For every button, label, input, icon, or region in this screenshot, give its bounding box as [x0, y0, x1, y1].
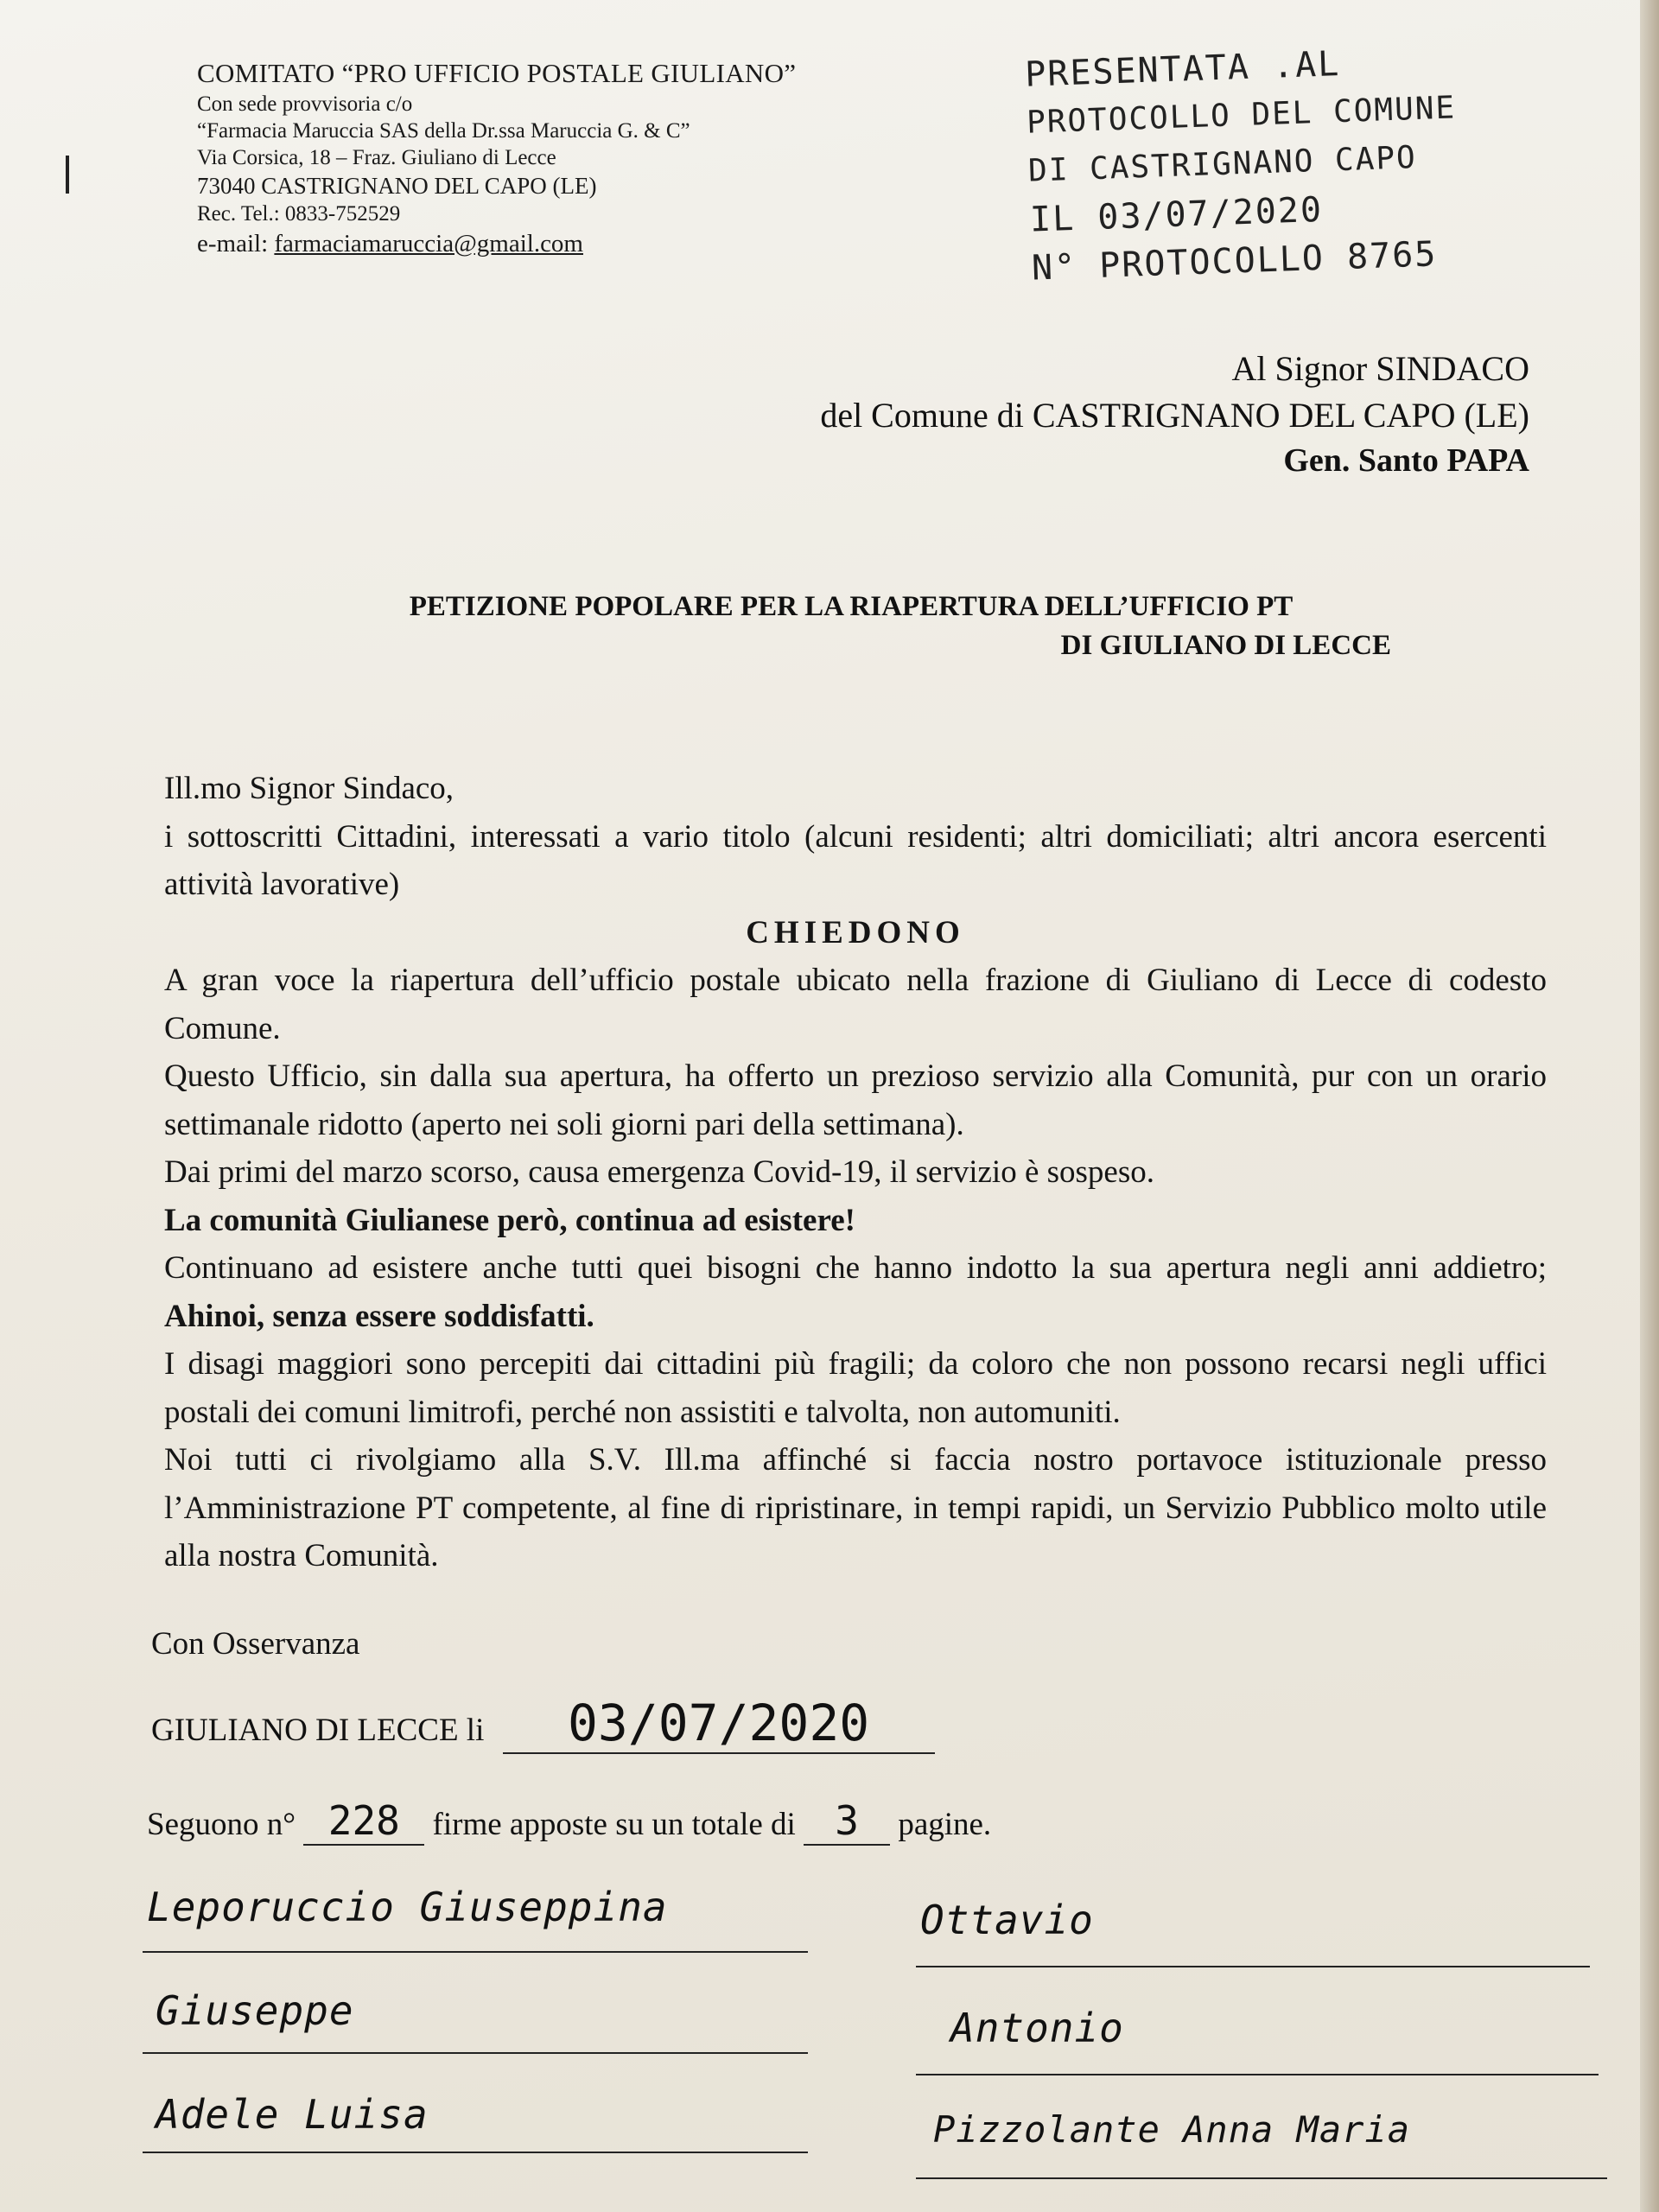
title-line: DI GIULIANO DI LECCE	[1060, 629, 1391, 661]
handwritten-signature-count: 228	[303, 1797, 424, 1846]
signature-line	[143, 2152, 808, 2153]
salutation: Ill.mo Signor Sindaco,	[164, 771, 454, 806]
intro-paragraph: i sottoscritti Cittadini, interessati a vario titolo (alcuni residenti; altri domiciliati; altri ancora esercenti attività lavorative)	[164, 818, 1547, 902]
committee-header	[197, 57, 975, 259]
committee-city: 73040 CASTRIGNANO DEL CAPO (LE)	[197, 172, 597, 199]
paragraph: A gran voce la riapertura dell’ufficio postale ubicato nella frazione di Giuliano di Lecce di codesto Comune.	[164, 963, 1547, 1046]
title-line: PETIZIONE POPOLARE PER LA RIAPERTURA DELL’UFFICIO PT	[409, 591, 1294, 622]
paper-edge	[1640, 0, 1659, 2212]
paragraph: Questo Ufficio, sin dalla sua apertura, ha offerto un prezioso servizio alla Comunità, pur con un orario settimanale ridotto (aperto nei soli giorni pari della settimana).	[164, 1058, 1547, 1142]
note-line: IL 03/07/2020	[1029, 189, 1324, 240]
emphasis-paragraph: La comunità Giulianese però, continua ad esistere!	[164, 1202, 855, 1238]
addressee-block	[605, 346, 1529, 483]
committee-seat: Con sede provvisoria c/o	[197, 92, 413, 116]
signature: Giuseppe	[156, 1987, 354, 2034]
committee-name: COMITATO “PRO UFFICIO POSTALE GIULIANO”	[197, 58, 797, 88]
note-line: N° PROTOCOLLO 8765	[1031, 234, 1439, 289]
follow-suffix: pagine.	[898, 1807, 992, 1842]
email-link[interactable]: farmaciamaruccia@gmail.com	[274, 229, 583, 257]
paragraph: I disagi maggiori sono percepiti dai cittadini più fragili; da coloro che non possono recarsi negli uffici postali dei comuni limitrofi, perché non assistiti e talvolta, non automuniti.	[164, 1346, 1547, 1430]
signature: Pizzolante Anna Maria	[933, 2108, 1411, 2151]
closing-regards: Con Osservanza	[151, 1626, 360, 1662]
addressee-line: Al Signor SINDACO	[1231, 349, 1529, 388]
committee-phone: Rec. Tel.: 0833-752529	[197, 202, 401, 226]
margin-mark	[66, 156, 69, 194]
signature: Adele Luisa	[156, 2091, 429, 2138]
paragraph: Dai primi del marzo scorso, causa emergenza Covid-19, il servizio è sospeso.	[164, 1154, 1154, 1190]
request-heading: CHIEDONO	[746, 914, 965, 950]
note-line: PRESENTATA .AL	[1024, 44, 1341, 95]
committee-pharmacy: “Farmacia Maruccia SAS della Dr.ssa Maruccia G. & C”	[197, 119, 690, 143]
addressee-name: Gen. Santo PAPA	[1283, 442, 1529, 479]
petition-body	[164, 765, 1547, 1580]
paragraph	[164, 1244, 1547, 1340]
signature-line	[916, 2074, 1599, 2075]
signature-line	[916, 1966, 1590, 1967]
handwritten-page-count: 3	[804, 1797, 890, 1846]
committee-street: Via Corsica, 18 – Fraz. Giuliano di Lecce	[197, 146, 556, 170]
signature-line	[143, 2052, 808, 2054]
addressee-line: del Comune di CASTRIGNANO DEL CAPO (LE)	[820, 396, 1529, 435]
signature: Antonio	[950, 2005, 1124, 2051]
handwritten-date: 03/07/2020	[503, 1694, 935, 1754]
signature-line	[916, 2177, 1607, 2179]
follow-middle: firme apposte su un totale di	[432, 1807, 796, 1842]
place-date-line	[151, 1694, 935, 1754]
signature-count-line	[147, 1797, 991, 1846]
paragraph-text: Continuano ad esistere anche tutti quei bisogni che hanno indotto la sua apertura negli anni addietro;	[164, 1250, 1547, 1286]
note-line: PROTOCOLLO DEL COMUNE	[1026, 90, 1457, 141]
signature: Leporuccio Giuseppina	[147, 1884, 668, 1930]
signature-line	[143, 1951, 808, 1953]
petition-title	[311, 588, 1391, 664]
note-line: DI CASTRIGNANO CAPO	[1027, 139, 1418, 189]
paragraph: Noi tutti ci rivolgiamo alla S.V. Ill.ma affinché si faccia nostro portavoce istituzionale presso l’Amministrazione PT competente, al fine di ripristinare, in tempi rapidi, un Servizio Pubblico molto utile alla nostra Comunità.	[164, 1442, 1547, 1573]
place-label: GIULIANO DI LECCE li	[151, 1713, 485, 1748]
signature: Ottavio	[920, 1897, 1094, 1943]
follow-prefix: Seguono n°	[147, 1807, 296, 1842]
email-label: e-mail:	[197, 229, 269, 257]
handwritten-protocol-note	[1024, 35, 1462, 292]
paragraph-emphasis: Ahinoi, senza essere soddisfatti.	[164, 1298, 594, 1334]
